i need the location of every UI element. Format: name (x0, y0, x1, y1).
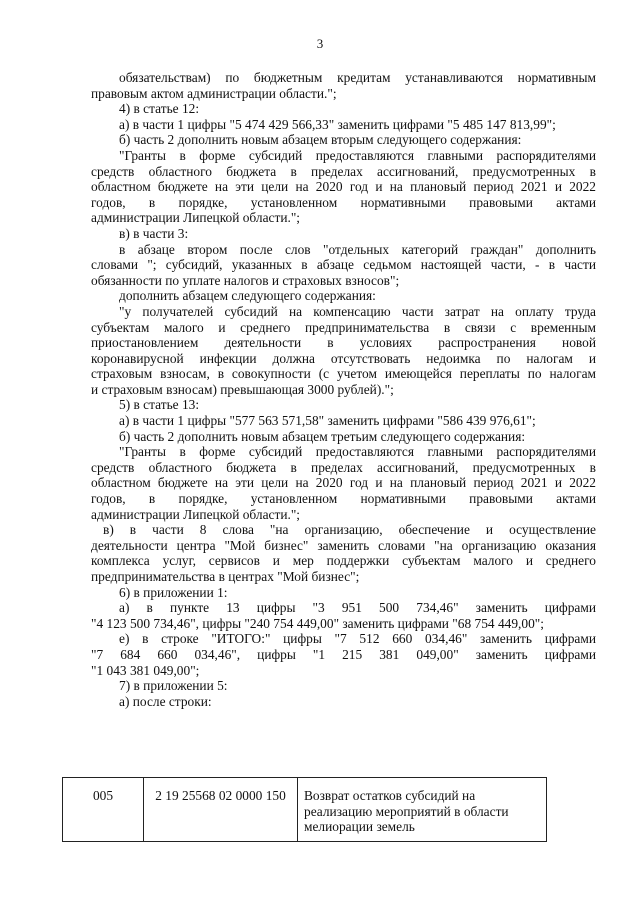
text-line: деятельности центра "Мой бизнес" заменить словами "на организацию оказания (91, 537, 596, 553)
text-line: "у получателей субсидий на компенсацию части затрат на оплату труда (119, 303, 596, 319)
text-line: коронавирусной инфекции должна отсутствовать недоимка по налогам и (91, 350, 596, 366)
text-line: "Гранты в форме субсидий предоставляются главными распорядителями (119, 444, 596, 460)
text-line: 5) в статье 13: (119, 397, 200, 413)
text-line: приостановлением деятельности в условиях распространения новой (91, 335, 596, 351)
text-line: в) в части 8 слова "на организацию, обеспечение и осуществление (103, 522, 596, 538)
text-line: обязательствам) по бюджетным кредитам устанавливаются нормативным (119, 70, 596, 85)
text-line: областном бюджете на эти цели на 2020 год и на плановый период 2021 и 2022 (91, 475, 596, 491)
text-line: а) после строки: (119, 693, 212, 709)
text-line: в) в части 3: (119, 225, 189, 241)
page-number: 3 (316, 36, 324, 51)
text-line: годов, в порядке, установленном нормативными правовыми актами (91, 194, 596, 210)
text-line: а) в части 1 цифры "5 474 429 566,33" заменить цифрами "5 485 147 813,99"; (119, 116, 556, 132)
text-line: областном бюджете на эти цели на 2020 год и на плановый период 2021 и 2022 (91, 179, 596, 195)
text-line: обязанности по уплате налогов и страховых взносов"; (91, 272, 400, 288)
text-line: словами "; субсидий, указанных в абзаце седьмом настоящей части, - в части (91, 257, 596, 273)
text-line: правовым актом администрации области."; (91, 85, 337, 101)
text-line: "7 684 660 034,46", цифры "1 215 381 049,00" заменить цифрами (91, 646, 596, 662)
text-line: 7) в приложении 5: (119, 678, 228, 694)
text-line: администрации Липецкой области."; (91, 506, 301, 522)
text-line: "1 043 381 049,00"; (91, 662, 200, 678)
text-line: "Гранты в форме субсидий предоставляются главными распорядителями (119, 147, 596, 163)
text-line: дополнить абзацем следующего содержания: (119, 288, 376, 304)
table-cell-kbk: 2 19 25568 02 0000 150 (144, 778, 298, 842)
document-body (91, 70, 596, 709)
text-line: и страховым взносам) превышающая 3000 рублей)."; (91, 381, 394, 397)
text-line: а) в пункте 13 цифры "3 951 500 734,46" заменить цифрами (119, 600, 596, 616)
text-line: страховым взносам, в совокупности (с учетом имеющейся переплаты по налогам (91, 366, 596, 382)
text-line: б) часть 2 дополнить новым абзацем третьим следующего содержания: (119, 428, 526, 444)
text-line: субъектам малого и среднего предпринимательства в связи с временным (91, 319, 596, 335)
table-row (63, 778, 547, 842)
budget-table (62, 777, 547, 842)
text-line: "4 123 500 734,46", цифры "240 754 449,00" заменить цифрами "68 754 449,00"; (91, 615, 544, 631)
text-line: в абзаце втором после слов "отдельных категорий граждан" дополнить (119, 241, 596, 257)
text-line: б) часть 2 дополнить новым абзацем вторым следующего содержания: (119, 132, 522, 148)
text-line: 6) в приложении 1: (119, 584, 228, 600)
text-line: средств областного бюджета в пределах ассигнований, предусмотренных в (91, 163, 596, 179)
text-line: е) в строке "ИТОГО:" цифры "7 512 660 034,46" заменить цифрами (119, 631, 596, 647)
table-cell-description: Возврат остатков субсидий на реализацию мероприятий в области мелиорации земель (298, 778, 547, 842)
text-line: комплекса услуг, сервисов и мер поддержки субъектам малого и среднего (91, 553, 596, 569)
text-line: средств областного бюджета в пределах ассигнований, предусмотренных в (91, 459, 596, 475)
text-line: а) в части 1 цифры "577 563 571,58" заменить цифрами "586 439 976,61"; (119, 413, 536, 429)
text-line: 4) в статье 12: (119, 101, 200, 117)
text-line: годов, в порядке, установленном нормативными правовыми актами (91, 491, 596, 507)
text-line: администрации Липецкой области."; (91, 210, 301, 226)
text-line: предпринимательства в центрах "Мой бизнес"; (91, 569, 360, 584)
table-cell-code: 005 (63, 778, 144, 842)
